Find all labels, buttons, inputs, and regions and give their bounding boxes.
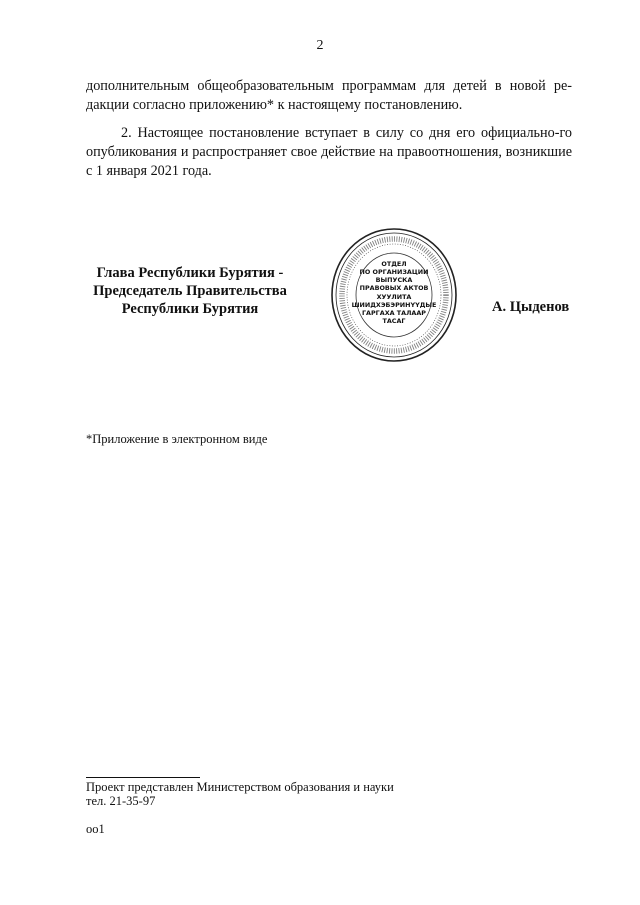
signatory-title bbox=[70, 264, 310, 318]
signatory-title-line: Глава Республики Бурятия - bbox=[96, 265, 284, 281]
seal-text-line: ГАРГАХА ТАЛААР bbox=[361, 309, 427, 317]
seal-text-line: ОТДЕЛ bbox=[381, 260, 407, 268]
page-number: 2 bbox=[316, 38, 324, 53]
signatory-name: А. Цыденов bbox=[492, 299, 570, 315]
signatory-title-line: Председатель Правительства bbox=[93, 283, 287, 299]
footnote: *Приложение в электронном виде bbox=[86, 432, 268, 446]
document-code: оо1 bbox=[86, 822, 105, 836]
official-seal bbox=[330, 226, 458, 364]
paragraph-continuation: дополнительным общеобразовательным программам для детей в новой ре-дакции согласно приложению* к настоящему постановлению. bbox=[86, 78, 572, 113]
signatory-title-line: Республики Бурятия bbox=[121, 301, 259, 317]
footer-divider bbox=[86, 777, 200, 778]
seal-text-line: ПРАВОВЫХ АКТОВ bbox=[359, 284, 429, 292]
seal-text-line: ВЫПУСКА bbox=[375, 276, 413, 284]
footer bbox=[86, 780, 394, 808]
seal-text-line: ХУУЛИТА bbox=[376, 293, 412, 301]
footer-author: Проект представлен Министерством образования и науки bbox=[86, 780, 394, 794]
seal-text-line: ПО ОРГАНИЗАЦИИ bbox=[359, 268, 429, 276]
paragraph-effective-date: 2. Настоящее постановление вступает в силу со дня его официально-го опубликования и распространяет свое действие на правоотношения, возникшие с 1 января 2021 года. bbox=[86, 125, 572, 179]
seal-text-line: ТАСАГ bbox=[382, 317, 406, 325]
footer-phone: тел. 21-35-97 bbox=[86, 794, 156, 808]
seal-text-line: ШИИДХЭБЭРИНҮҮДЫЕ bbox=[351, 301, 437, 309]
